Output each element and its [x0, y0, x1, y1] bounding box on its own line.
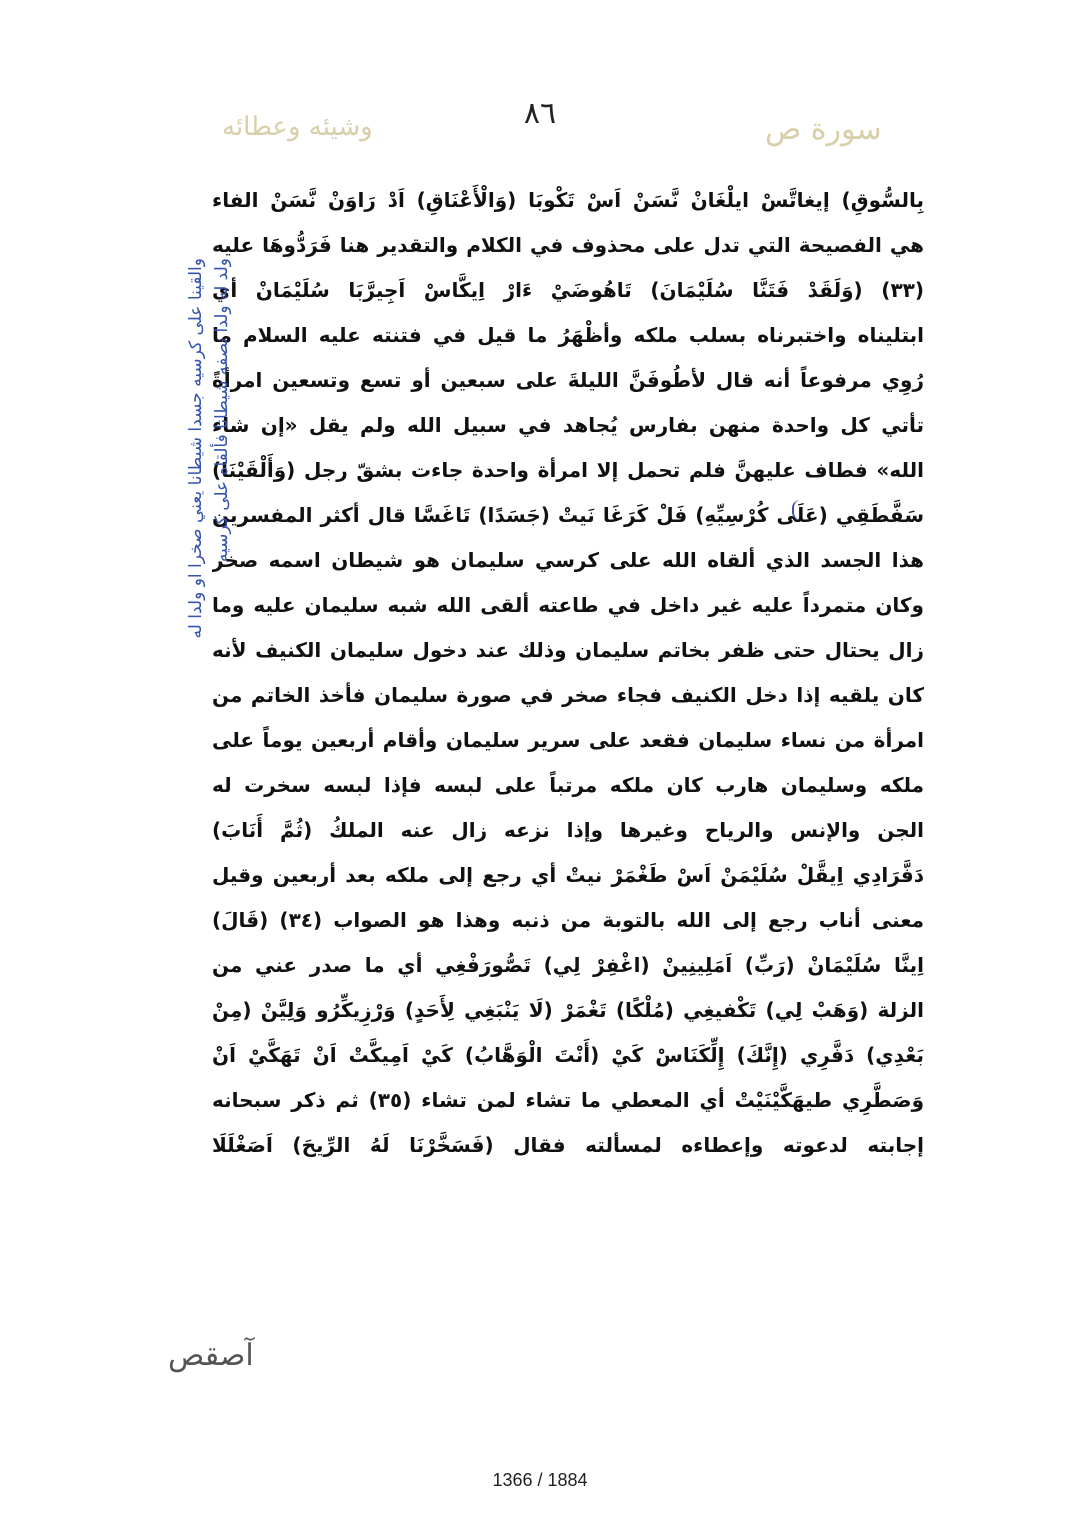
- page-counter: 1366 / 1884: [492, 1470, 588, 1490]
- text-line: هذا الجسد الذي ألقاه الله على كرسي سليمان هو شيطان اسمه صخر: [212, 548, 924, 572]
- text-line: وَصَطَّرِي طيهَكَّيْنَيْتْ أي المعطي ما تشاء لمن تشاء (٣٥) ثم ذكر سبحانه: [212, 1088, 924, 1112]
- text-line: هي الفصيحة التي تدل على محذوف في الكلام والتقدير هنا فَرَدُّوهَا عليه: [212, 233, 924, 257]
- text-line: رُوِي مرفوعاً أنه قال لأطُوفَنَّ الليلةَ على سبعين أو تسع وتسعين امرأةً: [212, 368, 924, 392]
- catchword: آصقص: [168, 1338, 254, 1373]
- text-line: وكان متمرداً عليه غير داخل في طاعته ألقى الله شبه سليمان عليه وما: [212, 593, 924, 617]
- text-line: معنى أناب رجع إلى الله بالتوبة من ذنبه وهذا هو الصواب (٣٤) (قَالَ): [212, 908, 924, 932]
- text-line: (٣٣) (وَلَقَدْ فَتَنَّا سُلَيْمَانَ) تَاهُوضَيْ ءَارْ اِيكَّاسْ اَجِيرَّبَا سُلَيْمَانْ أي: [212, 278, 924, 302]
- margin-note-outer-text: والقينا على كرسيه جسدا شيطانا يعني صخرا او ولدا له: [186, 258, 206, 639]
- text-line: إجابته لدعوته وإعطاءه لمسألته فقال (فَسَخَّرْنَا لَهُ الرِّيحَ) اَصَغْلَلَا: [212, 1133, 924, 1157]
- text-line: زال يحتال حتى ظفر بخاتم سليمان وذلك عند دخول سليمان الكنيف لأنه: [212, 638, 924, 662]
- text-line: الزلة (وَهَبْ لِي) تَكْفيغِي (مُلْكًا) تَغْمَرْ (لَا يَنْبَغِي لِأَحَدٍ) وَرْزِيكِّرُو وَلِيَّنْ (مِنْ: [212, 998, 924, 1022]
- text-line: الله» فطاف عليهنَّ فلم تحمل إلا امرأة واحدة جاءت بشقّ رجل (وَأَلْقَيْنَا): [212, 458, 924, 482]
- text-line: ملكه وسليمان هارب كان ملكه مرتباً على لبسه فإذا لبسه سخرت له: [212, 773, 924, 797]
- text-line: الجن والإنس والرياح وغيرها وإذا نزعه زال عنه الملكُ (ثُمَّ أَنَابَ): [212, 818, 924, 842]
- page-number: ٨٦: [523, 96, 557, 131]
- body-text: [212, 178, 924, 1168]
- text-line: اِينَّا سُلَيْمَانْ (رَبِّ) اَمَلِينِينْ (اغْفِرْ لِي) تَصُّورَفْغِي أي ما صدر عني من: [212, 953, 924, 977]
- text-line: ابتليناه واختبرناه بسلب ملكه وأظْهَرُ ما قيل في فتنته عليه السلام ما: [212, 323, 924, 347]
- text-line: تأتي كل واحدة منهن بفارس يُجاهد في سبيل الله ولم يقل «إن شاء: [212, 413, 924, 437]
- text-line: سَفَّطَقِي (عَلَى كُرْسِيِّهِ) فَلْ كَرَغَا نَيتْ (جَسَدًا) تَاغَسَّا قال أكثر المفسرين: [212, 503, 924, 527]
- text-line: بَعْدِي) دَفَّرِي (إِنَّكَ) إِلِّكَنَاسْ كَيْ (أَنْتَ الْوَهَّابُ) كَيْ اَمِيكَّتْ اَنْ تَهَكَّيْ اَنْ: [212, 1043, 924, 1067]
- handwritten-header-right: سورة ص: [765, 112, 882, 147]
- text-line: امرأة من نساء سليمان فقعد على سرير سليمان وأقام أربعين يوماً على: [212, 728, 924, 752]
- text-line: كان يلقيه إذا دخل الكنيف فجاء صخر في صورة سليمان فأخذ الخاتم من: [212, 683, 924, 707]
- margin-note-inner-text: ولد له ولدا نصفه شيطانا فألقاه على كرسيه: [212, 258, 232, 563]
- text-line: دَفَّرَادِي اِيقَّلْ سُلَيْمَنْ اَسْ طَغْمَرْ نيتْ أي رجع إلى ملكه بعد أربعين وقيل: [212, 863, 924, 887]
- insertion-mark: [792, 500, 808, 520]
- handwritten-header-left: وشيئه وعطائه: [222, 112, 373, 142]
- text-line: بِالسُّوقِ) إيغاتَّسْ ايلْغَانْ نَّسَنْ اَسْ تَكْوبَا (وَالْأَعْنَاقِ) اَدْ رَاوَنْ نَّسَنْ الفاء: [212, 188, 924, 212]
